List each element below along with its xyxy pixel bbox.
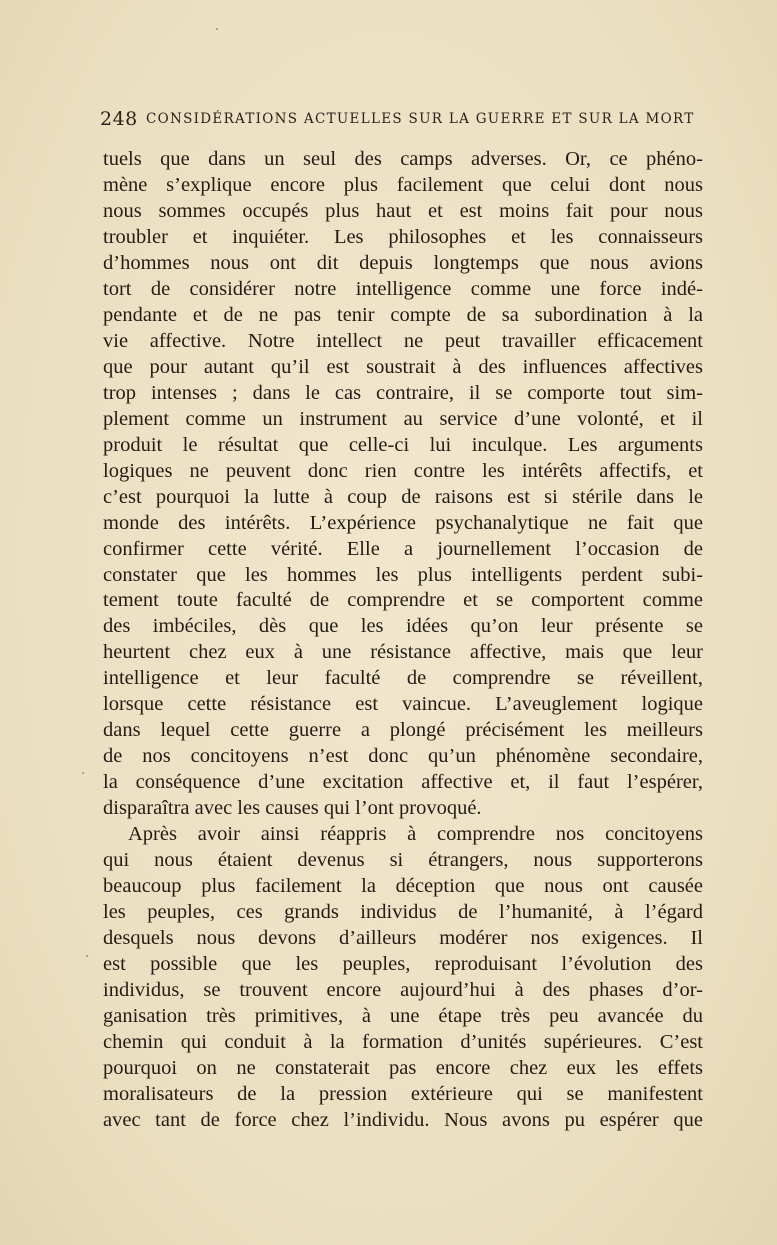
text-line: lorsque cette résistance est vaincue. L’aveuglement logique xyxy=(103,693,703,716)
text-line: vie affective. Notre intellect ne peut travailler efficacement xyxy=(103,329,703,352)
text-line: heurtent chez eux à une résistance affective, mais que leur xyxy=(103,641,703,664)
text-line: qui nous étaient devenus si étrangers, nous supporterons xyxy=(103,849,703,872)
text-line: les peuples, ces grands individus de l’humanité, à l’égard xyxy=(103,901,703,924)
text-line: logiques ne peuvent donc rien contre les intérêts affectifs, et xyxy=(103,459,703,482)
text-line: avec tant de force chez l’individu. Nous avons pu espérer que xyxy=(103,1108,703,1131)
text-line: individus, se trouvent encore aujourd’hui à des phases d’or- xyxy=(103,979,703,1001)
text-line: plement comme un instrument au service d’une volonté, et il xyxy=(103,407,703,430)
text-line: mène s’explique encore plus facilement que celui dont nous xyxy=(103,173,703,196)
text-line: pendante et de ne pas tenir compte de sa subordination à la xyxy=(103,303,703,326)
text-line: confirmer cette vérité. Elle a journellement l’occasion de xyxy=(103,537,703,560)
paper-speck xyxy=(86,955,88,957)
paper-speck xyxy=(82,772,84,774)
paragraph-1 xyxy=(103,147,703,822)
text-line: nous sommes occupés plus haut et est moins fait pour nous xyxy=(103,199,703,222)
running-head: CONSIDÉRATIONS ACTUELLES SUR LA GUERRE ET SUR LA MORT xyxy=(146,111,695,127)
text-line: produit le résultat que celle-ci lui inculque. Les arguments xyxy=(103,433,703,456)
text-line: tuels que dans un seul des camps adverses. Or, ce phéno- xyxy=(103,148,703,170)
page-header xyxy=(100,108,704,132)
text-line: c’est pourquoi la lutte à coup de raisons est si stérile dans le xyxy=(103,485,703,508)
text-line: desquels nous devons d’ailleurs modérer nos exigences. Il xyxy=(103,927,703,950)
text-line: pourquoi on ne constaterait pas encore chez eux les effets xyxy=(103,1056,703,1079)
text-line: des imbéciles, dès que les idées qu’on leur présente se xyxy=(103,615,703,638)
page-number: 248 xyxy=(100,108,138,130)
text-line: monde des intérêts. L’expérience psychanalytique ne fait que xyxy=(103,511,703,534)
text-line: constater que les hommes les plus intelligents perdent subi- xyxy=(103,563,703,586)
paper-speck xyxy=(216,28,218,30)
text-line: la conséquence d’une excitation affective et, il faut l’espérer, xyxy=(103,771,703,794)
text-line: trop intenses ; dans le cas contraire, il se comporte tout sim- xyxy=(103,381,703,404)
text-line: troubler et inquiéter. Les philosophes et les connaisseurs xyxy=(103,225,703,248)
text-line: dans lequel cette guerre a plongé précisément les meilleurs xyxy=(103,719,703,742)
text-line: disparaîtra avec les causes qui l’ont provoqué. xyxy=(103,797,482,820)
text-line: de nos concitoyens n’est donc qu’un phénomène secondaire, xyxy=(103,745,703,768)
text-line: tort de considérer notre intelligence comme une force indé- xyxy=(103,277,703,300)
text-line: tement toute faculté de comprendre et se comportent comme xyxy=(103,589,703,612)
text-line: intelligence et leur faculté de comprendre se réveillent, xyxy=(103,667,703,690)
text-line: que pour autant qu’il est soustrait à des influences affectives xyxy=(103,355,703,378)
text-line: beaucoup plus facilement la déception que nous ont causée xyxy=(103,875,703,898)
text-line: d’hommes nous ont dit depuis longtemps que nous avions xyxy=(103,251,703,274)
body-text xyxy=(103,147,703,1134)
text-line: est possible que les peuples, reproduisant l’évolution des xyxy=(103,953,703,976)
text-line: ganisation très primitives, à une étape très peu avancée du xyxy=(103,1004,703,1027)
text-line: moralisateurs de la pression extérieure qui se manifestent xyxy=(103,1082,703,1105)
text-line: Après avoir ainsi réappris à comprendre nos concitoyens xyxy=(128,823,703,846)
paragraph-2 xyxy=(103,822,703,1134)
text-line: chemin qui conduit à la formation d’unités supérieures. C’est xyxy=(103,1030,703,1053)
